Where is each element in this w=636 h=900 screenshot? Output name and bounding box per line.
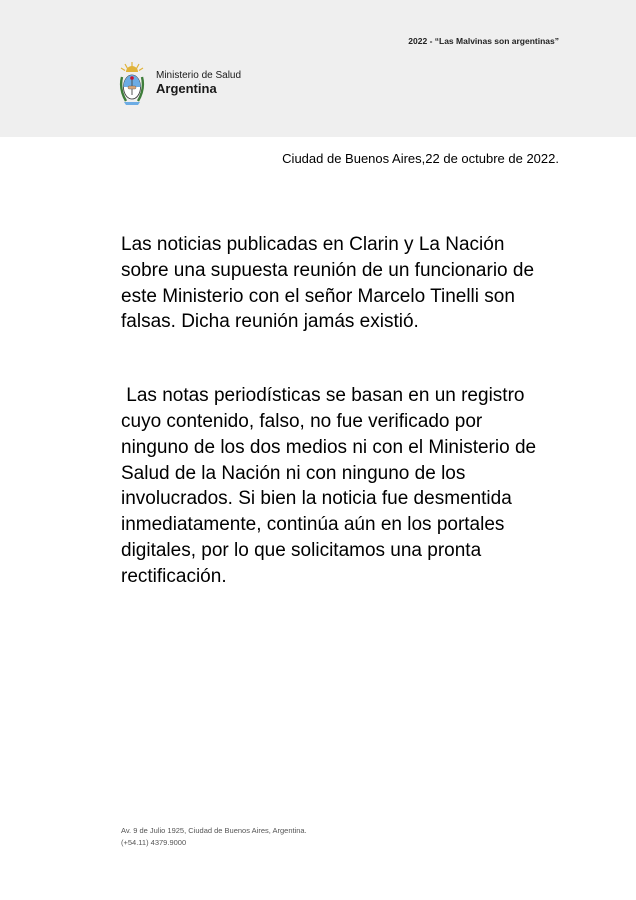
- letterhead-footer: [121, 825, 307, 849]
- ministry-name: [156, 70, 241, 96]
- footer-address: Av. 9 de Julio 1925, Ciudad de Buenos Aires, Argentina.: [121, 826, 307, 835]
- year-motto: 2022 - “Las Malvinas son argentinas”: [408, 36, 559, 46]
- letterhead-band: [0, 0, 636, 137]
- body-paragraph-2: Las notas periodísticas se basan en un registro cuyo contenido, falso, no fue verificado por ninguno de los dos medios ni con el Ministerio de Salud de la Nación ni con ninguno de los involucrados. Si bien la noticia fue desmentida inmediatamente, continúa aún en los portales digitales, por lo que solicitamos una pronta rectificación.: [121, 385, 542, 587]
- footer-phone: (+54.11) 4379.9000: [121, 838, 187, 847]
- ministry-name-line: Ministerio de Salud: [156, 70, 242, 82]
- national-coat-of-arms-icon: [118, 61, 146, 106]
- letter-body: [121, 232, 542, 590]
- body-paragraph-1: Las noticias publicadas en Clarin y La Nación sobre una supuesta reunión de un funcionario de este Ministerio con el señor Marcelo Tinelli son falsas. Dicha reunión jamás existió.: [121, 234, 535, 333]
- country-name-line: Argentina: [156, 80, 217, 96]
- place-and-date: Ciudad de Buenos Aires,22 de octubre de 2022.: [282, 151, 559, 166]
- ministry-logo: [118, 61, 241, 106]
